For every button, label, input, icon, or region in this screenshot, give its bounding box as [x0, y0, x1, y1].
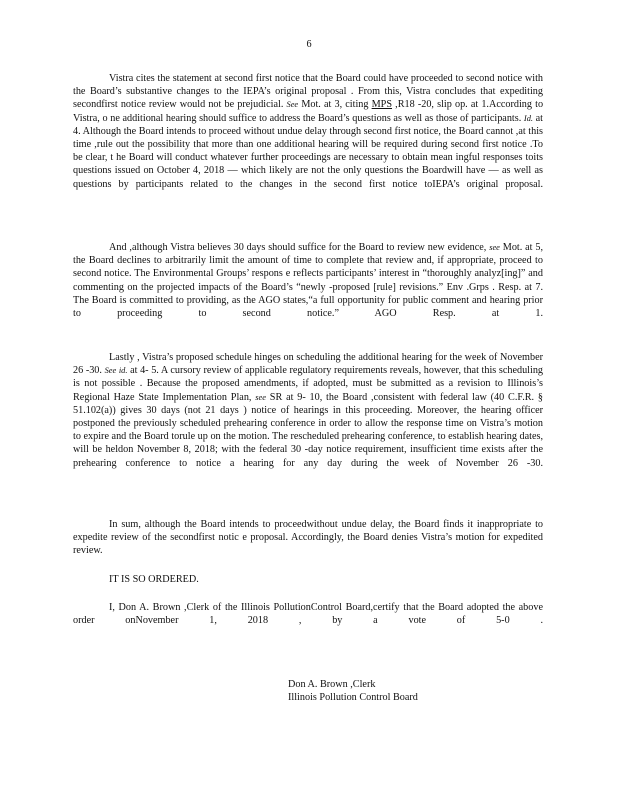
p3-text-2: at 4- 5. A cursory review of applicable regulatory requirements reveals, however, that this scheduling is not possible . Because the proposed amendments, if adopted, must be submitted as a revision to Illinois’s Regional Haze State Implementation Plan,: [73, 365, 544, 403]
case-citation-mps: MPS: [371, 99, 393, 111]
p1-text-3: ,R18 -20, slip op. at 1.According to Vistra, o ne additional hearing should suffice to address the Board’s questions as well as those of participants.: [73, 99, 544, 124]
signature-name: Don A. Brown ,Clerk: [288, 679, 376, 690]
citation-signal: id.: [118, 366, 128, 376]
p5-text: IT IS SO ORDERED.: [109, 574, 199, 585]
paragraph-certification: [73, 601, 543, 641]
signature-block: [288, 678, 488, 704]
p1-text-2: Mot. at 3, citing: [301, 99, 369, 111]
citation-signal: see: [255, 392, 266, 402]
p1-text-1: Vistra cites the statement at second first notice that the Board could have proceeded to second notice with the Board’s substantive changes to the IEPA’s original proposal . From this, Vistra concludes that expediting secondfirst notice review would not be prejudicial.: [73, 73, 543, 111]
paragraph-vistra-cites: [73, 72, 543, 204]
p6-text: I, Don A. Brown ,Clerk of the Illinois PollutionControl Board,certify that the Board adopted the above order onNovember 1, 2018 , by a vote of 5-0 .: [73, 602, 543, 627]
citation-signal: See: [104, 366, 117, 376]
citation-signal: Id.: [523, 113, 533, 123]
p2-text-2: Mot. at 5, the Board declines to arbitrarily limit the amount of time to complete that review and, if appropriate, proceed to second notice. The Environmental Groups’ respons e reflects participants’ interest in “thoroughly analyz[ing]” and commenting on the projected impacts of the Board’s “newly -proposed [rule] revisions.” Env .Grps . Resp. at 7. The Board is committed to providing, as the AGO states,“a full opportunity for public comment and hearing prior to proceeding to second notice.” AGO Resp. at 1.: [73, 242, 543, 320]
p2-text-1: And ,although Vistra believes 30 days should suffice for the Board to review new evidence,: [109, 242, 487, 253]
p4-text: In sum, although the Board intends to proceedwithout undue delay, the Board finds it inappropriate to expedite review of the secondfirst notic e proposal. Accordingly, the Board denies Vistra’s motion for expedited review.: [73, 519, 543, 557]
signature-organization: Illinois Pollution Control Board: [288, 692, 418, 704]
p3-text-3: SR at 9- 10, the Board ,consistent with federal law (40 C.F.R. § 51.102(a)) gives 30 days (not 21 days ) notice of hearings in this proceeding. Moreover, the hearing officer postponed the previously scheduled prehearing conference in order to allow the response time on Vistra’s motion to expire and the Board torule up on the motion. The rescheduled prehearing conference, to establish hearing dates, will be heldon November 8, 2018; with the federal 30 -day notice requirement, insufficient time exists after the prehearing conference to notice a hearing for any day during the week of November 26 -30.: [73, 391, 544, 469]
paragraph-schedule: [73, 351, 543, 483]
p1-text-4: at 4. Although the Board intends to proceed without undue delay through second first notice, the Board cannot ,at this time ,rule out the possibility that more than one additional hearing will be required during second first notice .To be clear, t he Board will conduct whatever further proceedings are necessary to obtain mean ingful responses toits questions issued on October 4, 2018 — which likely are not the only questions the Boardwill have — as well as questions by participants related to the changes in the second first notice toIEPA’s original proposal.: [73, 112, 543, 190]
citation-signal: See: [286, 100, 299, 110]
p3-text-1: Lastly , Vistra’s proposed schedule hinges on scheduling the additional hearing for the week of November 26 -30.: [73, 352, 543, 377]
paragraph-thirty-days: [73, 241, 543, 333]
citation-signal: see: [489, 243, 500, 252]
paragraph-so-ordered: [73, 573, 543, 586]
page-number: 6: [306, 39, 312, 50]
paragraph-in-sum: [73, 518, 543, 571]
